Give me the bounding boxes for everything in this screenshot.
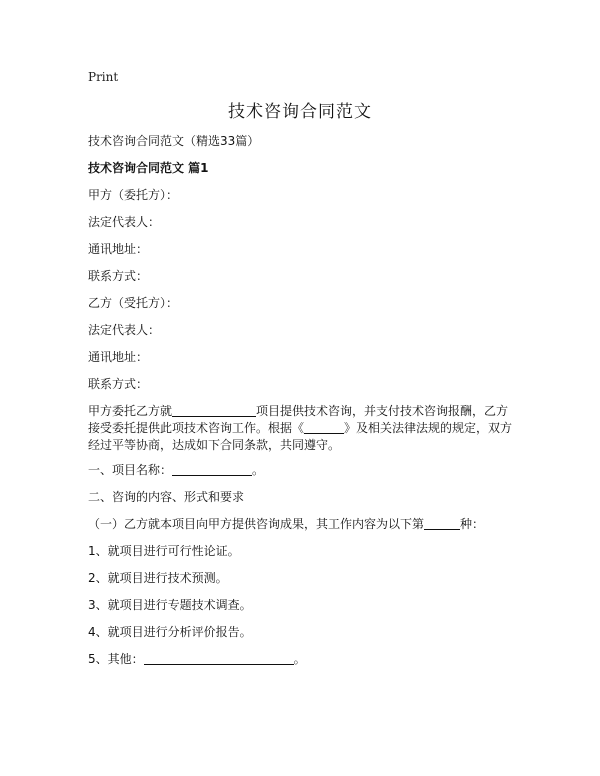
item-project-name: 一、项目名称： 。 (88, 463, 265, 477)
party-b-address: 通讯地址： (88, 350, 149, 364)
sub-item-1: （一）乙方就本项目向甲方提供咨询成果，其工作内容为以下第 种： (88, 517, 485, 531)
intro-part3: 》及相关法律法规的规定，双方经过平等协商，达成如下合同条款，共同遵守。 (88, 421, 513, 452)
intro-paragraph (88, 403, 518, 454)
print-label: Print (88, 70, 119, 84)
party-a-legal-rep: 法定代表人： (88, 215, 161, 229)
option-number-blank (424, 517, 460, 530)
section-heading: 技术咨询合同范文 篇1 (88, 161, 209, 175)
list-item: 2、就项目进行技术预测。 (88, 571, 228, 585)
list-item: 4、就项目进行分析评价报告。 (88, 625, 252, 639)
list-item-other: 5、其他： 。 (88, 652, 306, 666)
project-blank (172, 404, 256, 417)
party-b-contact: 联系方式： (88, 377, 149, 391)
intro-part2: 项目提供技术咨询，并支付技术咨询报酬，乙方接受委托提供此项技术咨询工作。根据《 (88, 404, 509, 435)
project-name-blank (172, 463, 252, 476)
law-name-blank (304, 421, 344, 434)
other-blank (144, 652, 294, 665)
party-a-label: 甲方（委托方）： (88, 188, 179, 202)
party-b-legal-rep: 法定代表人： (88, 323, 161, 337)
party-a-address: 通讯地址： (88, 242, 149, 256)
list-item: 1、就项目进行可行性论证。 (88, 544, 240, 558)
party-a-contact: 联系方式： (88, 269, 149, 283)
intro-part1: 甲方委托乙方就 (88, 404, 173, 418)
document-title: 技术咨询合同范文 (228, 102, 372, 122)
item-consult-content: 二、咨询的内容、形式和要求 (88, 490, 245, 504)
party-b-label: 乙方（受托方）： (88, 296, 179, 310)
list-item: 3、就项目进行专题技术调查。 (88, 598, 252, 612)
document-subtitle: 技术咨询合同范文（精选33篇） (88, 134, 260, 148)
